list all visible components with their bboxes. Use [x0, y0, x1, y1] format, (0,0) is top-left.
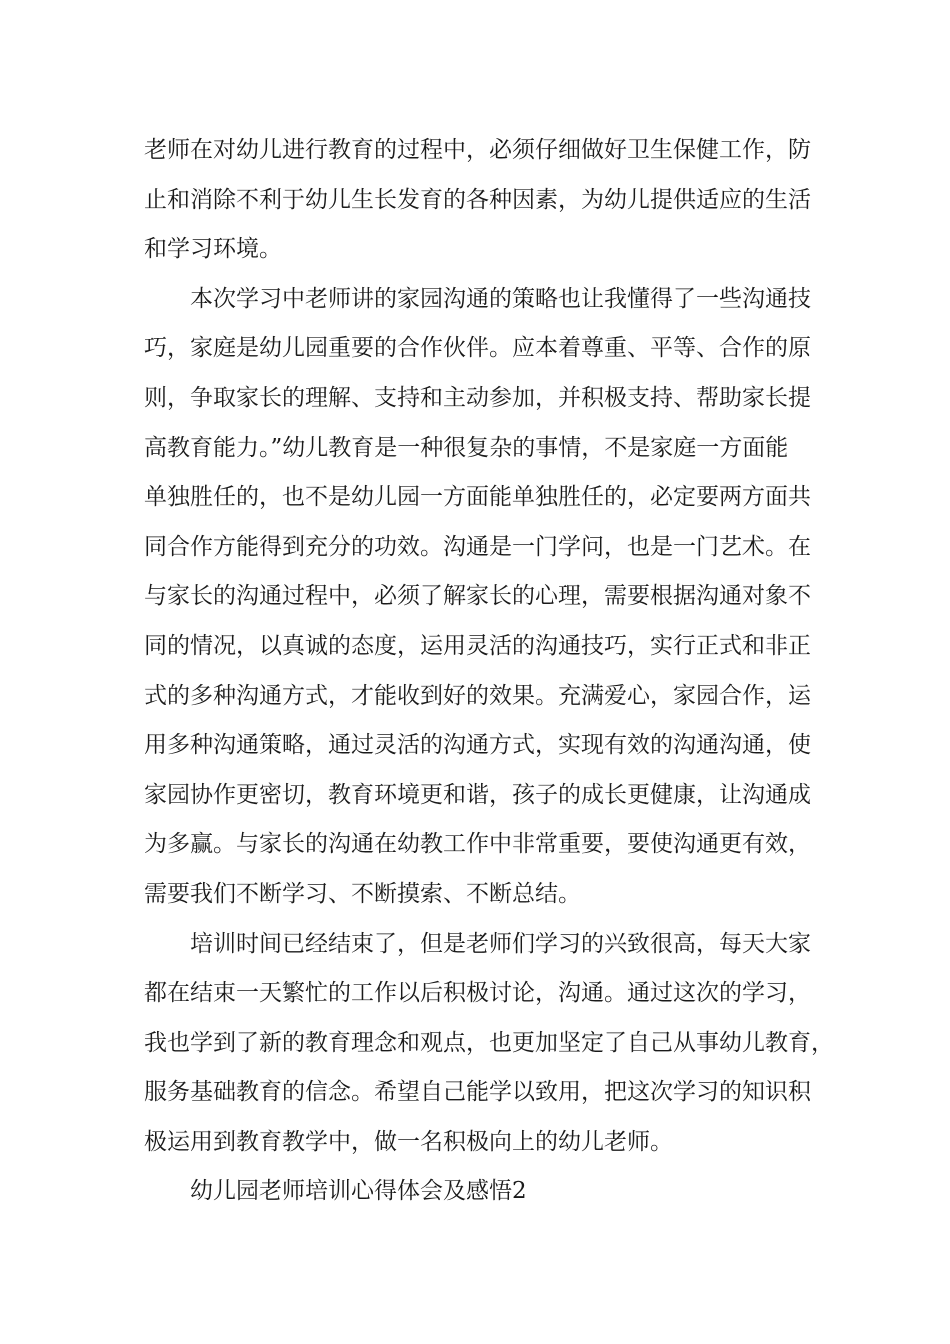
text-line: 需要我们不断学习、不断摸索、不断总结。 [144, 880, 581, 907]
text-line: 则，争取家长的理解、支持和主动参加，并积极支持、帮助家长提 [144, 384, 811, 411]
text-line: 巧，家庭是幼儿园重要的合作伙伴。应本着尊重、平等、合作的原 [144, 335, 811, 362]
text-line: 本次学习中老师讲的家园沟通的策略也让我懂得了一些沟通技 [190, 285, 811, 312]
paragraph-2 [144, 275, 834, 920]
text-line: 单独胜任的，也不是幼儿园一方面能单独胜任的，必定要两方面共 [144, 484, 811, 511]
document-body [144, 126, 834, 1217]
paragraph-3 [144, 920, 834, 1168]
text-line: 止和消除不利于幼儿生长发育的各种因素，为幼儿提供适应的生活 [144, 186, 811, 213]
text-line: 高教育能力。”幼儿教育是一种很复杂的事情，不是家庭一方面能 [144, 434, 789, 461]
section-heading [144, 1167, 834, 1217]
text-line: 同的情况，以真诚的态度，运用灵活的沟通技巧，实行正式和非正 [144, 632, 811, 659]
section-heading-text: 幼儿园老师培训心得体会及感悟2 [190, 1178, 527, 1205]
text-line: 老师在对幼儿进行教育的过程中，必须仔细做好卫生保健工作，防 [144, 137, 811, 163]
text-line: 同合作方能得到充分的功效。沟通是一门学问，也是一门艺术。在 [144, 533, 811, 560]
text-line: 极运用到教育教学中，做一名积极向上的幼儿老师。 [144, 1128, 673, 1155]
text-line: 和学习环境。 [144, 236, 282, 263]
text-line: 家园协作更密切，教育环境更和谐，孩子的成长更健康，让沟通成 [144, 781, 811, 808]
text-line: 培训时间已经结束了，但是老师们学习的兴致很高，每天大家 [190, 930, 811, 957]
paragraph-1 [144, 126, 834, 275]
text-line: 用多种沟通策略，通过灵活的沟通方式，实现有效的沟通沟通，使 [144, 732, 811, 759]
text-line: 与家长的沟通过程中，必须了解家长的心理，需要根据沟通对象不 [144, 583, 811, 610]
text-line: 我也学到了新的教育理念和观点，也更加坚定了自己从事幼儿教育， [144, 1029, 834, 1056]
text-line: 式的多种沟通方式，才能收到好的效果。充满爱心，家园合作，运 [144, 682, 811, 709]
text-line: 服务基础教育的信念。希望自己能学以致用，把这次学习的知识积 [144, 1079, 811, 1106]
text-line: 为多赢。与家长的沟通在幼教工作中非常重要，要使沟通更有效， [144, 831, 811, 858]
text-line: 都在结束一天繁忙的工作以后积极讨论，沟通。通过这次的学习， [144, 980, 811, 1007]
